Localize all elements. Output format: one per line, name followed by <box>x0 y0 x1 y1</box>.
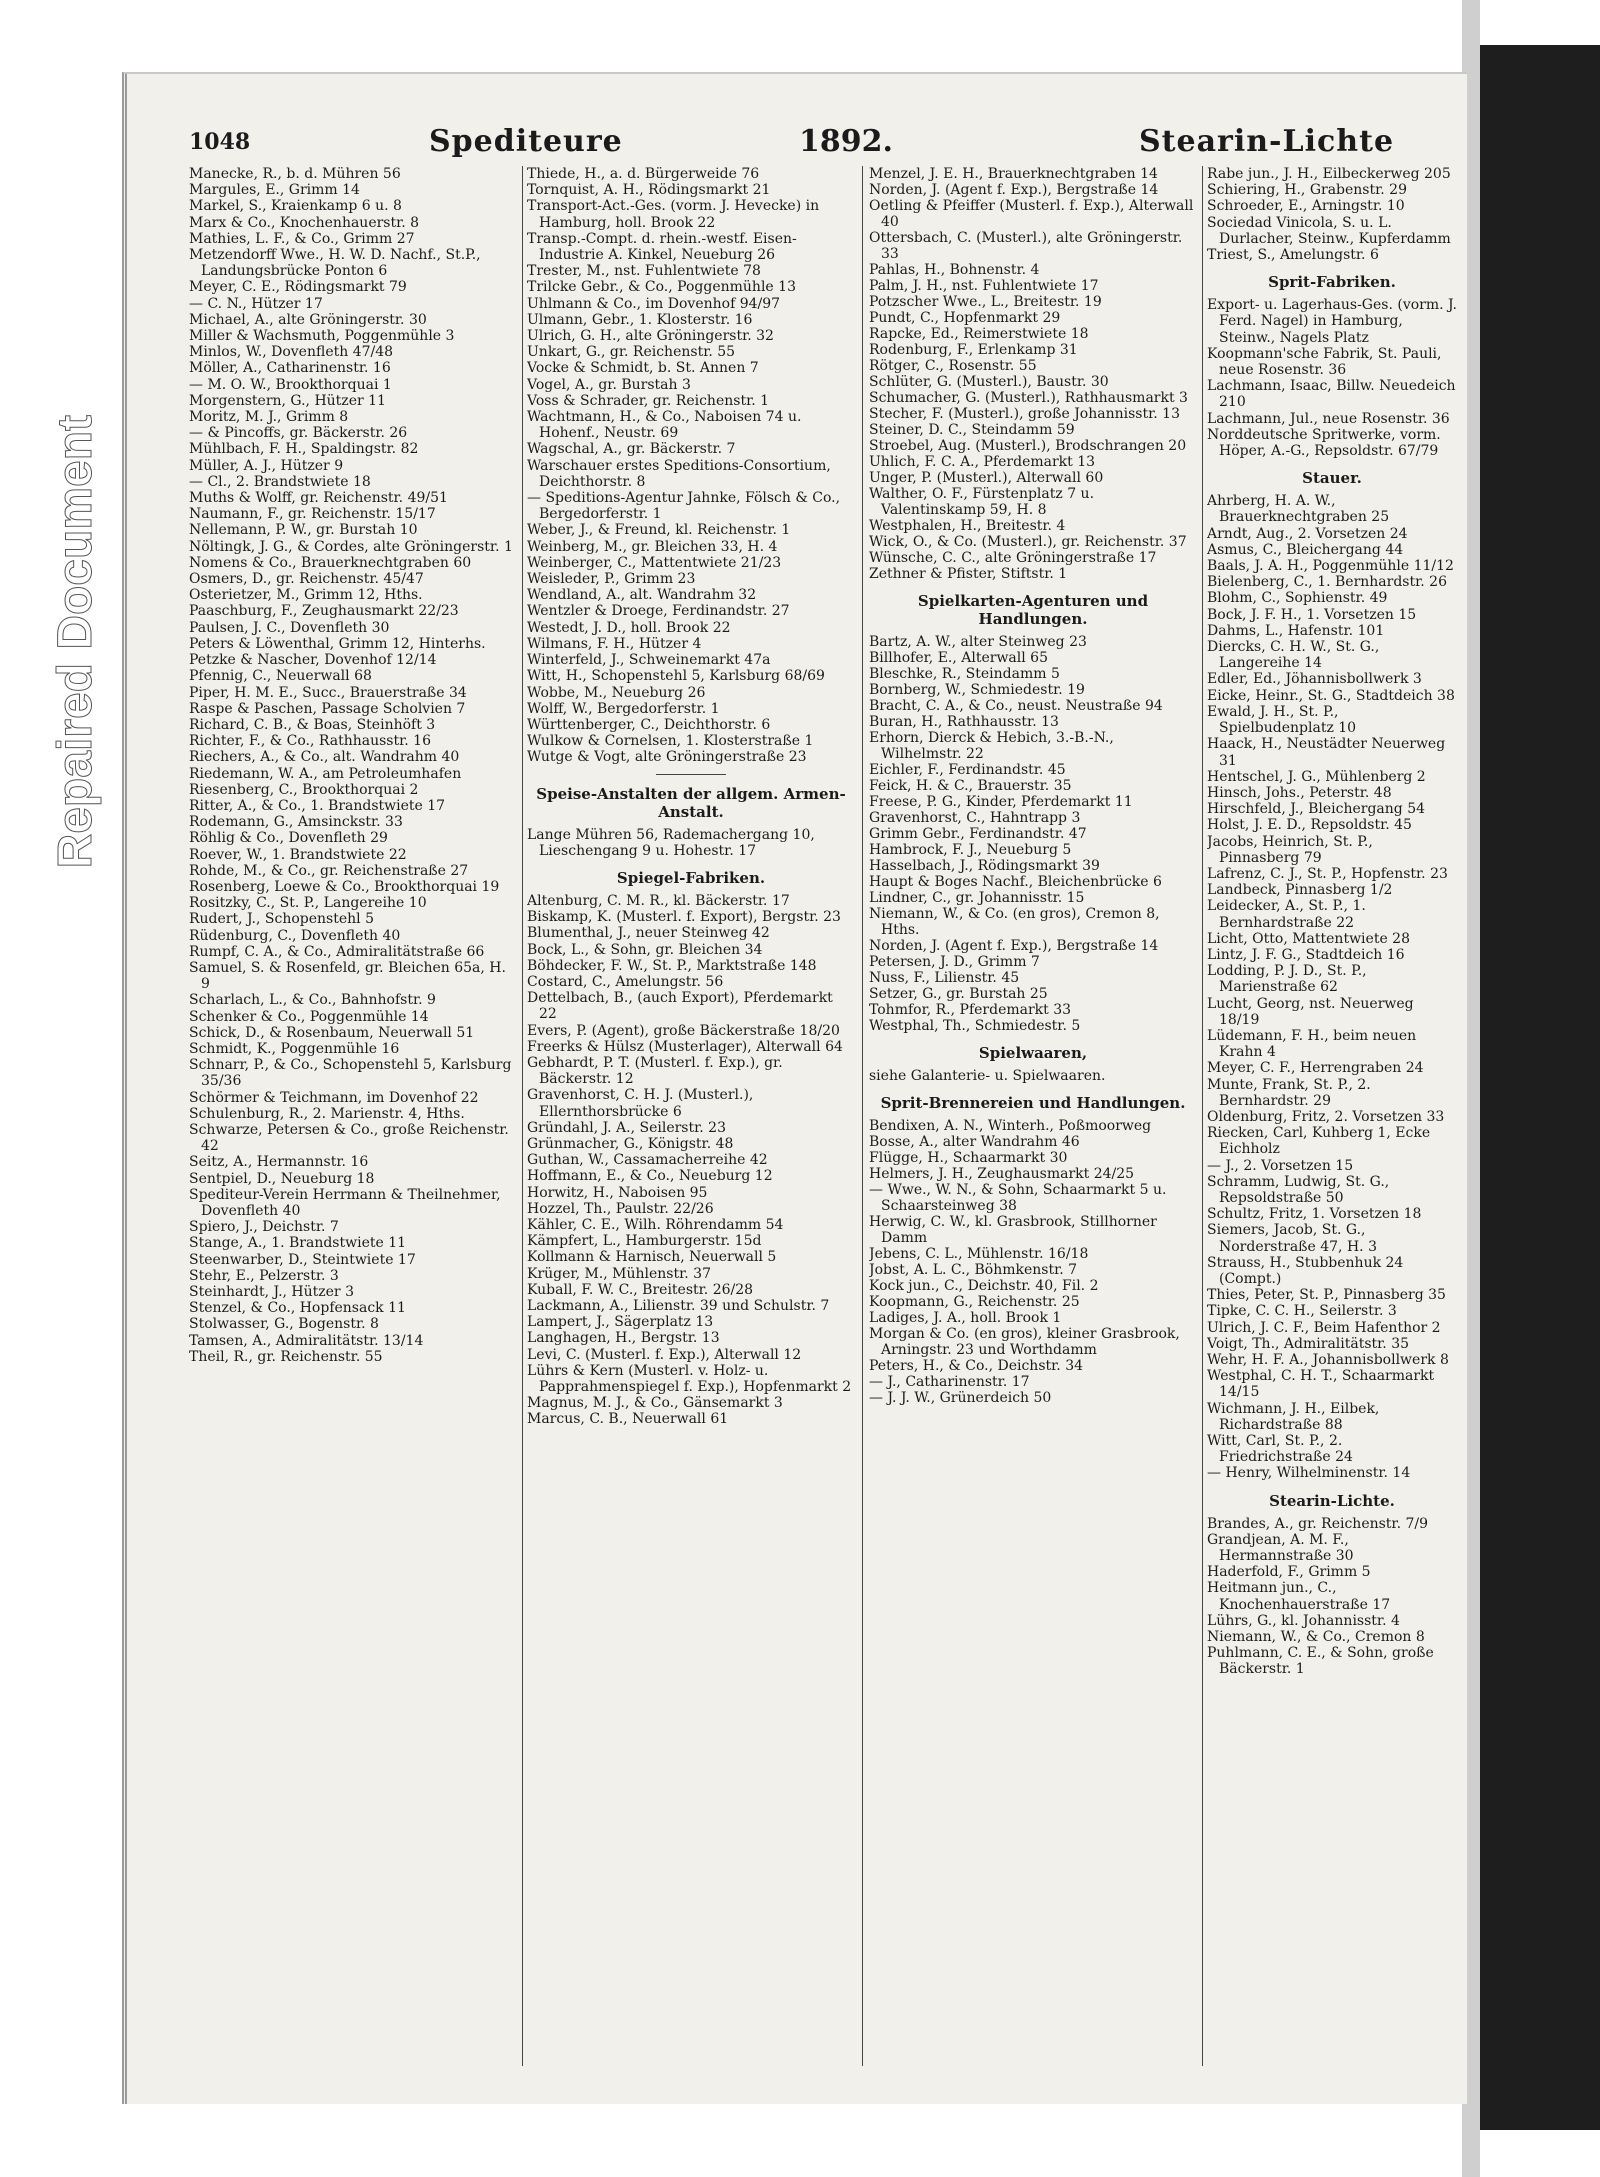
directory-entry: Herwig, C. W., kl. Grasbrook, Stillhorner Damm <box>869 1214 1157 1246</box>
directory-entry: Ewald, J. H., St. P., Spielbudenplatz 10 <box>1207 703 1357 737</box>
section-heading: Stearin-Lichte. <box>1269 1491 1395 1510</box>
directory-entry: Hambrock, F. J., Neueburg 5 <box>869 842 1072 858</box>
directory-entry: Holst, J. E. D., Repsoldstr. 45 <box>1207 817 1412 834</box>
directory-entry: Schenker & Co., Poggenmühle 14 <box>189 1008 429 1025</box>
directory-entry: Wutge & Vogt, alte Gröningerstraße 23 <box>527 749 807 766</box>
directory-entry: Strauss, H., Stubbenhuk 24 (Compt.) <box>1207 1254 1404 1287</box>
directory-entry: Manecke, R., b. d. Mühren 56 <box>189 166 401 182</box>
directory-entry: Bracht, C. A., & Co., neust. Neustraße 94 <box>869 698 1163 714</box>
directory-entry: Siemers, Jacob, St. G., Norderstraße 47, H. 3 <box>1207 1222 1377 1255</box>
directory-entry: Wulkow & Cornelsen, 1. Klosterstraße 1 <box>527 733 814 750</box>
directory-entry: Schörmer & Teichmann, im Dovenhof 22 <box>189 1089 479 1106</box>
directory-entry: Peters & Löwenthal, Grimm 12, Hinterhs. <box>189 635 486 652</box>
directory-entry: Muths & Wolff, gr. Reichenstr. 49/51 <box>189 490 448 507</box>
column-rule <box>862 166 863 2066</box>
column-rule <box>522 166 523 2066</box>
directory-entry: Menzel, J. E. H., Brauerknechtgraben 14 <box>869 166 1158 182</box>
directory-entry: Arndt, Aug., 2. Vorsetzen 24 <box>1207 525 1408 542</box>
directory-entry: Rodemann, G., Amsinckstr. 33 <box>189 814 403 831</box>
directory-entry: — C. N., Hützer 17 <box>189 295 323 312</box>
directory-entry: Lafrenz, C. J., St. P., Hopfenstr. 23 <box>1207 865 1448 882</box>
directory-entry: Flügge, H., Schaarmarkt 30 <box>869 1150 1068 1166</box>
directory-entry: Westphal, Th., Schmiedestr. 5 <box>869 1018 1081 1034</box>
directory-entry: Stehr, E., Pelzerstr. 3 <box>189 1267 339 1284</box>
directory-entry: Wünsche, C. C., alte Gröningerstraße 17 <box>869 550 1157 566</box>
directory-entry: Feick, H. & C., Brauerstr. 35 <box>869 778 1072 794</box>
directory-entry: Kämpfert, L., Hamburgerstr. 15d <box>527 1233 762 1250</box>
directory-entry: Mühlbach, F. H., Spaldingstr. 82 <box>189 441 419 458</box>
directory-entry: Ottersbach, C. (Musterl.), alte Gröningerstr. 33 <box>869 230 1183 262</box>
directory-entry: Metzendorff Wwe., H. W. D. Nachf., St.P., Landungsbrücke Ponton 6 <box>189 247 481 280</box>
directory-entry: Mathies, L. F., & Co., Grimm 27 <box>189 230 415 247</box>
directory-entry: Röhlig & Co., Dovenfleth 29 <box>189 830 388 847</box>
directory-entry: Sentpiel, D., Neueburg 18 <box>189 1170 375 1187</box>
directory-entry: Minlos, W., Dovenfleth 47/48 <box>189 344 394 361</box>
directory-entry: Württenberger, C., Deichthorstr. 6 <box>527 716 771 733</box>
directory-entry: Norden, J. (Agent f. Exp.), Bergstraße 14 <box>869 938 1159 954</box>
directory-entry: Samuel, S. & Rosenfeld, gr. Bleichen 65a, H. 9 <box>189 959 506 993</box>
directory-entry: Winterfeld, J., Schweinemarkt 47a <box>527 652 771 669</box>
directory-entry: Hozzel, Th., Paulstr. 22/26 <box>527 1200 714 1217</box>
section-rule <box>656 774 726 775</box>
directory-entry: Evers, P. (Agent), große Bäckerstraße 18/20 <box>527 1022 840 1039</box>
directory-entry: Schlüter, G. (Musterl.), Baustr. 30 <box>869 374 1109 390</box>
directory-entry: Piper, H. M. E., Succ., Brauerstraße 34 <box>189 684 467 701</box>
directory-entry: Uhlmann & Co., im Dovenhof 94/97 <box>527 295 781 312</box>
directory-entry: Pfennig, C., Neuerwall 68 <box>189 668 372 685</box>
directory-entry: Nuss, F., Lilienstr. 45 <box>869 970 1020 986</box>
directory-entry: Lintz, J. F. G., Stadtdeich 16 <box>1207 946 1405 963</box>
directory-entry: Ahrberg, H. A. W., Brauerknechtgraben 25 <box>1207 493 1390 526</box>
directory-entry: Voigt, Th., Admiralitätstr. 35 <box>1207 1335 1410 1352</box>
directory-entry: Richter, F., & Co., Rathhausstr. 16 <box>189 733 431 750</box>
directory-entry: siehe Galanterie- u. Spielwaaren. <box>869 1068 1106 1084</box>
directory-entry: Weisleder, P., Grimm 23 <box>527 571 696 588</box>
directory-entry: — J., Catharinenstr. 17 <box>869 1374 1030 1390</box>
directory-entry: Morgenstern, G., Hützer 11 <box>189 392 386 409</box>
directory-entry: Schick, D., & Rosenbaum, Neuerwall 51 <box>189 1024 475 1041</box>
directory-entry: Osterietzer, M., Grimm 12, Hths. <box>189 587 423 604</box>
directory-entry: Baals, J. A. H., Poggenmühle 11/12 <box>1207 558 1454 575</box>
directory-entry: Nomens & Co., Brauerknechtgraben 60 <box>189 554 472 571</box>
directory-entry: Hirschfeld, J., Bleichergang 54 <box>1207 801 1426 818</box>
directory-entry: Trester, M., nst. Fuhlentwiete 78 <box>527 263 761 280</box>
directory-entry: Wachtmann, H., & Co., Naboisen 74 u. Hohenf., Neustr. 69 <box>527 409 802 442</box>
directory-entry: Stenzel, & Co., Hopfensack 11 <box>189 1300 406 1317</box>
directory-entry: Schulenburg, R., 2. Marienstr. 4, Hths. <box>189 1105 465 1122</box>
directory-entry: Tipke, C. C. H., Seilerstr. 3 <box>1207 1303 1397 1320</box>
section-heading: Stauer. <box>1302 469 1362 488</box>
directory-entry: Meyer, C. F., Herrengraben 24 <box>1207 1060 1424 1077</box>
directory-entry: Lachmann, Isaac, Billw. Neuedeich 210 <box>1207 378 1456 411</box>
directory-entry: Niemann, W., & Co. (en gros), Cremon 8, Hths. <box>869 906 1160 938</box>
directory-entry: Hasselbach, J., Rödingsmarkt 39 <box>869 858 1100 874</box>
directory-entry: Warschauer erstes Speditions-Consortium, Deichthorstr. 8 <box>527 457 831 490</box>
directory-entry: Seitz, A., Hermannstr. 16 <box>189 1154 369 1171</box>
directory-entry: Triest, S., Amelungstr. 6 <box>1207 247 1379 264</box>
directory-entry: Blumenthal, J., neuer Steinweg 42 <box>527 925 770 942</box>
directory-entry: Wolff, W., Bergedorferstr. 1 <box>527 700 720 717</box>
right-running-title: Stearin-Lichte <box>1139 124 1395 159</box>
directory-entry: Oetling & Pfeiffer (Musterl. f. Exp.), Alterwall 40 <box>869 198 1194 230</box>
directory-entry: Westphalen, H., Breitestr. 4 <box>869 518 1066 534</box>
directory-entry: Wehr, H. F. A., Johannisbollwerk 8 <box>1207 1352 1449 1369</box>
directory-entry: Ulrich, G. H., alte Gröningerstr. 32 <box>527 328 774 345</box>
directory-entry: Horwitz, H., Naboisen 95 <box>527 1184 708 1201</box>
directory-entry: Unkart, G., gr. Reichenstr. 55 <box>527 344 736 361</box>
directory-entry: Wobbe, M., Neueburg 26 <box>527 684 706 701</box>
directory-entry: Niemann, W., & Co., Cremon 8 <box>1207 1629 1425 1646</box>
directory-entry: Transp.-Compt. d. rhein.-westf. Eisen-Industrie A. Kinkel, Neueburg 26 <box>527 230 797 264</box>
directory-entry: Thies, Peter, St. P., Pinnasberg 35 <box>1207 1287 1446 1304</box>
year-title: 1892. <box>799 124 893 159</box>
directory-entry: Lange Mühren 56, Rademachergang 10, Lieschengang 9 u. Hohestr. 17 <box>527 826 815 859</box>
directory-entry: Schultz, Fritz, 1. Vorsetzen 18 <box>1207 1206 1422 1223</box>
directory-entry: Nellemann, P. W., gr. Burstah 10 <box>189 522 418 539</box>
scanner-background <box>1480 45 1600 2130</box>
directory-column-1 <box>189 166 517 2066</box>
directory-entry: Hoffmann, E., & Co., Neueburg 12 <box>527 1168 773 1185</box>
directory-entry: Steinhardt, J., Hützer 3 <box>189 1284 354 1301</box>
directory-entry: Heitmann jun., C., Knochenhauerstraße 17 <box>1207 1580 1391 1613</box>
directory-entry: Tornquist, A. H., Rödingsmarkt 21 <box>527 182 771 199</box>
section-heading: Speise-Anstalten der allgem. Armen-Anstalt. <box>536 784 846 821</box>
directory-entry: Peters, H., & Co., Deichstr. 34 <box>869 1358 1084 1374</box>
directory-entry: Thiede, H., a. d. Bürgerweide 76 <box>527 166 760 182</box>
left-running-title: Spediteure <box>429 124 623 159</box>
page-number: 1048 <box>189 129 251 155</box>
directory-entry: Rudert, J., Schopenstehl 5 <box>189 911 374 928</box>
directory-entry: Erhorn, Dierck & Hebich, 3.-B.-N., Wilhelmstr. 22 <box>869 730 1114 762</box>
directory-entry: Rapcke, Ed., Reimerstwiete 18 <box>869 326 1089 342</box>
section-heading: Spielkarten-Agenturen und Handlungen. <box>917 592 1149 628</box>
directory-entry: Roever, W., 1. Brandstwiete 22 <box>189 846 407 863</box>
directory-entry: Guthan, W., Cassamacherreihe 42 <box>527 1152 768 1169</box>
directory-entry: Vocke & Schmidt, b. St. Annen 7 <box>527 360 759 377</box>
directory-entry: Schramm, Ludwig, St. G., Repsoldstraße 50 <box>1207 1173 1390 1206</box>
directory-entry: Naumann, F., gr. Reichenstr. 15/17 <box>189 506 436 523</box>
directory-entry: Jebens, C. L., Mühlenstr. 16/18 <box>869 1246 1089 1262</box>
directory-entry: Pahlas, H., Bohnenstr. 4 <box>869 262 1040 278</box>
directory-entry: Margules, E., Grimm 14 <box>189 182 360 199</box>
directory-entry: Brandes, A., gr. Reichenstr. 7/9 <box>1207 1515 1429 1532</box>
directory-entry: Vogel, A., gr. Burstah 3 <box>527 376 691 393</box>
directory-entry: Marx & Co., Knochenhauerstr. 8 <box>189 214 420 231</box>
directory-entry: Eichler, F., Ferdinandstr. 45 <box>869 762 1066 778</box>
directory-entry: — Cl., 2. Brandstwiete 18 <box>189 473 371 490</box>
directory-entry: Riesenberg, C., Brookthorquai 2 <box>189 781 419 798</box>
directory-entry: Lührs & Kern (Musterl. v. Holz- u. Papprahmenspiegel f. Exp.), Hopfenmarkt 2 <box>527 1362 852 1396</box>
directory-entry: Licht, Otto, Mattentwiete 28 <box>1207 930 1410 947</box>
directory-entry: Jacobs, Heinrich, St. P., Pinnasberg 79 <box>1207 833 1373 866</box>
directory-entry: Westedt, J. D., holl. Brook 22 <box>527 619 731 636</box>
directory-entry: Wilmans, F. H., Hützer 4 <box>527 635 702 652</box>
directory-entry: Unger, P. (Musterl.), Alterwall 60 <box>869 470 1104 486</box>
directory-entry: Markel, S., Kraienkamp 6 u. 8 <box>189 198 402 215</box>
directory-entry: Bendixen, A. N., Winterh., Poßmoorweg <box>869 1118 1152 1134</box>
directory-entry: Eicke, Heinr., St. G., Stadtdeich 38 <box>1207 687 1455 704</box>
directory-entry: Kollmann & Harnisch, Neuerwall 5 <box>527 1249 777 1266</box>
directory-entry: Rüdenburg, C., Dovenfleth 40 <box>189 927 401 944</box>
directory-entry: Stange, A., 1. Brandstwiete 11 <box>189 1235 407 1252</box>
section-heading: Spielwaaren, <box>978 1044 1088 1062</box>
directory-entry: Asmus, C., Bleichergang 44 <box>1207 541 1404 558</box>
directory-entry: — Speditions-Agentur Jahnke, Fölsch & Co., Bergedorferstr. 1 <box>527 490 841 523</box>
directory-entry: Richard, C. B., & Boas, Steinhöft 3 <box>189 716 436 733</box>
directory-entry: Costard, C., Amelungstr. 56 <box>527 973 724 990</box>
directory-entry: Rohde, M., & Co., gr. Reichenstraße 27 <box>189 862 469 879</box>
directory-column-2 <box>527 166 855 2066</box>
directory-entry: Bornberg, W., Schmiedestr. 19 <box>869 682 1085 698</box>
directory-entry: Koopmann'sche Fabrik, St. Pauli, neue Rosenstr. 36 <box>1207 345 1442 379</box>
directory-entry: Schnarr, P., & Co., Schopenstehl 5, Karlsburg 35/36 <box>189 1057 512 1090</box>
directory-entry: Schwarze, Petersen & Co., große Reichenstr. 42 <box>189 1121 509 1155</box>
directory-entry: Miller & Wachsmuth, Poggenmühle 3 <box>189 328 455 345</box>
directory-entry: Stolwasser, G., Bogenstr. 8 <box>189 1316 379 1333</box>
section-heading: Spiegel-Fabriken. <box>616 868 766 887</box>
directory-page <box>122 72 1467 2104</box>
directory-entry: Voss & Schrader, gr. Reichenstr. 1 <box>527 392 770 409</box>
directory-entry: Gravenhorst, C. H. J. (Musterl.), Ellernthorsbrücke 6 <box>527 1087 754 1120</box>
directory-entry: Riedemann, W. A., am Petroleumhafen <box>189 765 462 782</box>
page-header <box>189 122 1395 172</box>
directory-entry: Stroebel, Aug. (Musterl.), Brodschrangen 20 <box>869 438 1187 454</box>
directory-entry: Lachmann, Jul., neue Rosenstr. 36 <box>1207 410 1450 427</box>
directory-entry: Marcus, C. B., Neuerwall 61 <box>527 1411 729 1428</box>
directory-entry: — & Pincoffs, gr. Bäckerstr. 26 <box>189 425 408 442</box>
section-heading: Sprit-Fabriken. <box>1268 273 1396 292</box>
directory-entry: Tohmfor, R., Pferdemarkt 33 <box>869 1002 1072 1018</box>
directory-entry: — Wwe., W. N., & Sohn, Schaarmarkt 5 u. Schaarsteinweg 38 <box>869 1182 1167 1214</box>
directory-entry: Krüger, M., Mühlenstr. 37 <box>527 1265 711 1282</box>
directory-entry: Wendland, A., alt. Wandrahm 32 <box>527 587 757 604</box>
directory-entry: Haupt & Boges Nachf., Bleichenbrücke 6 <box>869 874 1162 890</box>
directory-entry: Haack, H., Neustädter Neuerweg 31 <box>1207 736 1446 769</box>
directory-entry: Norddeutsche Spritwerke, vorm. Höper, A.-G., Repsoldstr. 67/79 <box>1207 426 1441 460</box>
directory-entry: Ulmann, Gebr., 1. Klosterstr. 16 <box>527 311 753 328</box>
directory-entry: — J. J. W., Grünerdeich 50 <box>869 1390 1052 1406</box>
directory-entry: Dettelbach, B., (auch Export), Pferdemarkt 22 <box>527 990 833 1023</box>
directory-entry: Grimm Gebr., Ferdinandstr. 47 <box>869 826 1087 842</box>
directory-entry: Gravenhorst, C., Hahntrapp 3 <box>869 810 1081 826</box>
directory-entry: Kuball, F. W. C., Breitestr. 26/28 <box>527 1281 754 1298</box>
directory-entry: Petzke & Nascher, Dovenhof 12/14 <box>189 652 437 669</box>
directory-entry: Leidecker, A., St. P., 1. Bernhardstraße 22 <box>1207 898 1366 931</box>
section-heading: Sprit-Brennereien und Handlungen. <box>880 1094 1186 1112</box>
directory-entry: Biskamp, K. (Musterl. f. Export), Bergstr. 23 <box>527 909 841 926</box>
directory-entry: Wentzler & Droege, Ferdinandstr. 27 <box>527 603 790 620</box>
directory-entry: Ladiges, J. A., holl. Brook 1 <box>869 1310 1062 1326</box>
directory-entry: Zethner & Pfister, Stiftstr. 1 <box>869 566 1068 582</box>
directory-entry: Steiner, D. C., Steindamm 59 <box>869 422 1075 438</box>
directory-entry: Paaschburg, F., Zeughausmarkt 22/23 <box>189 603 459 620</box>
directory-entry: Magnus, M. J., & Co., Gänsemarkt 3 <box>527 1395 783 1412</box>
directory-entry: Ritter, A., & Co., 1. Brandstwiete 17 <box>189 797 446 814</box>
directory-entry: Schmidt, K., Poggenmühle 16 <box>189 1040 400 1057</box>
directory-entry: Trilcke Gebr., & Co., Poggenmühle 13 <box>527 279 796 296</box>
directory-entry: Grünmacher, G., Königstr. 48 <box>527 1135 734 1152</box>
directory-entry: Osmers, D., gr. Reichenstr. 45/47 <box>189 571 424 588</box>
directory-entry: Haderfold, F., Grimm 5 <box>1207 1564 1371 1581</box>
directory-entry: Tamsen, A., Admiralitätstr. 13/14 <box>189 1332 424 1349</box>
directory-entry: Bleschke, R., Steindamm 5 <box>869 666 1060 682</box>
directory-entry: Spiero, J., Deichstr. 7 <box>189 1219 339 1236</box>
directory-entry: Ulrich, J. C. F., Beim Hafenthor 2 <box>1207 1319 1441 1336</box>
directory-entry: Setzer, G., gr. Burstah 25 <box>869 986 1048 1002</box>
directory-entry: Morgan & Co. (en gros), kleiner Grasbrook, Arningstr. 23 und Worthdamm <box>869 1326 1180 1358</box>
directory-entry: Wick, O., & Co. (Musterl.), gr. Reichenstr. 37 <box>869 534 1187 550</box>
directory-entry: Oldenburg, Fritz, 2. Vorsetzen 33 <box>1207 1108 1445 1125</box>
directory-entry: Witt, Carl, St. P., 2. Friedrichstraße 24 <box>1207 1433 1353 1466</box>
directory-entry: Koopmann, G., Reichenstr. 25 <box>869 1294 1080 1310</box>
directory-entry: Lindner, C., gr. Johannisstr. 15 <box>869 890 1085 906</box>
directory-entry: Raspe & Paschen, Passage Scholvien 7 <box>189 700 466 717</box>
directory-entry: Riecken, Carl, Kuhberg 1, Ecke Eichholz <box>1207 1125 1431 1158</box>
directory-entry: Bielenberg, C., 1. Bernhardstr. 26 <box>1207 574 1447 591</box>
directory-entry: Potzscher Wwe., L., Breitestr. 19 <box>869 294 1102 310</box>
directory-entry: Buran, H., Rathhausstr. 13 <box>869 714 1059 730</box>
directory-entry: Rabe jun., J. H., Eilbeckerweg 205 <box>1207 166 1451 182</box>
directory-entry: Petersen, J. D., Grimm 7 <box>869 954 1040 970</box>
directory-entry: Bock, L., & Sohn, gr. Bleichen 34 <box>527 941 763 958</box>
directory-entry: Billhofer, E., Alterwall 65 <box>869 650 1048 666</box>
directory-entry: Lampert, J., Sägerplatz 13 <box>527 1314 714 1331</box>
directory-entry: Helmers, J. H., Zeughausmarkt 24/25 <box>869 1166 1135 1182</box>
directory-entry: Diercks, C. H. W., St. G., Langereihe 14 <box>1207 639 1380 672</box>
repaired-document-label: Repaired Document <box>49 415 102 869</box>
directory-entry: Export- u. Lagerhaus-Ges. (vorm. J. Ferd. Nagel) in Hamburg, Steinw., Nagels Platz <box>1207 297 1457 346</box>
column-rule <box>1202 166 1203 2066</box>
directory-entry: Pundt, C., Hopfenmarkt 29 <box>869 310 1061 326</box>
directory-entry: Gebhardt, P. T. (Musterl. f. Exp.), gr. Bäckerstr. 12 <box>527 1054 783 1088</box>
directory-entry: Lodding, P. J. D., St. P., Marienstraße 62 <box>1207 963 1367 996</box>
directory-entry: Rosenberg, Loewe & Co., Brookthorquai 19 <box>189 878 500 895</box>
directory-entry: Scharlach, L., & Co., Bahnhofstr. 9 <box>189 992 436 1009</box>
directory-entry: Norden, J. (Agent f. Exp.), Bergstraße 14 <box>869 182 1159 198</box>
directory-entry: Böhdecker, F. W., St. P., Marktstraße 148 <box>527 957 817 974</box>
directory-entry: Steenwarber, D., Steintwiete 17 <box>189 1251 416 1268</box>
directory-entry: Levi, C. (Musterl. f. Exp.), Alterwall 12 <box>527 1346 802 1363</box>
directory-entry: Moritz, M. J., Grimm 8 <box>189 409 349 426</box>
directory-entry: Sociedad Vinicola, S. u. L. Durlacher, Steinw., Kupferdamm <box>1207 214 1451 247</box>
directory-entry: Hinsch, Johs., Peterstr. 48 <box>1207 784 1392 801</box>
directory-entry: Bock, J. F. H., 1. Vorsetzen 15 <box>1207 606 1417 623</box>
directory-entry: Grandjean, A. M. F., Hermannstraße 30 <box>1207 1531 1354 1565</box>
directory-entry: Hentschel, J. G., Mühlenberg 2 <box>1207 768 1426 785</box>
directory-entry: Edler, Ed., Jöhannisbollwerk 3 <box>1207 671 1422 688</box>
directory-entry: Dahms, L., Hafenstr. 101 <box>1207 622 1385 639</box>
directory-entry: — Henry, Wilhelminenstr. 14 <box>1207 1465 1411 1482</box>
directory-entry: Nöltingk, J. G., & Cordes, alte Gröningerstr. 1 <box>189 538 513 555</box>
directory-entry: Blohm, C., Sophienstr. 49 <box>1207 590 1388 607</box>
directory-column-3 <box>869 166 1197 2066</box>
directory-entry: Puhlmann, C. E., & Sohn, große Bäckerstr. 1 <box>1207 1645 1434 1678</box>
directory-entry: Freerks & Hülsz (Musterlager), Alterwall 64 <box>527 1038 843 1055</box>
directory-column-4 <box>1207 166 1457 2066</box>
directory-entry: Uhlich, F. C. A., Pferdemarkt 13 <box>869 454 1096 470</box>
directory-entry: Lackmann, A., Lilienstr. 39 und Schulstr. 7 <box>527 1298 830 1314</box>
directory-entry: Munte, Frank, St. P., 2. Bernhardstr. 29 <box>1207 1076 1371 1109</box>
directory-entry: Rötger, C., Rosenstr. 55 <box>869 358 1037 374</box>
directory-entry: Stecher, F. (Musterl.), große Johannisstr. 13 <box>869 406 1180 422</box>
directory-entry: Paulsen, J. C., Dovenfleth 30 <box>189 619 390 636</box>
directory-entry: Gründahl, J. A., Seilerstr. 23 <box>527 1119 726 1136</box>
directory-entry: Walther, O. F., Fürstenplatz 7 u. Valentinskamp 59, H. 8 <box>869 486 1095 518</box>
directory-entry: Langhagen, H., Bergstr. 13 <box>527 1330 720 1347</box>
directory-entry: Möller, A., Catharinenstr. 16 <box>189 360 391 377</box>
directory-entry: Michael, A., alte Gröningerstr. 30 <box>189 311 427 328</box>
directory-entry: Theil, R., gr. Reichenstr. 55 <box>189 1348 383 1365</box>
directory-entry: Palm, J. H., nst. Fuhlentwiete 17 <box>869 278 1099 294</box>
directory-entry: Lucht, Georg, nst. Neuerweg 18/19 <box>1207 995 1414 1028</box>
directory-entry: — M. O. W., Brookthorquai 1 <box>189 376 392 393</box>
directory-entry: Rodenburg, F., Erlenkamp 31 <box>869 342 1078 358</box>
directory-entry: Schiering, H., Grabenstr. 29 <box>1207 182 1407 199</box>
directory-entry: Kähler, C. E., Wilh. Röhrendamm 54 <box>527 1216 784 1233</box>
directory-entry: Rositzky, C., St. P., Langereihe 10 <box>189 895 427 912</box>
directory-entry: Landbeck, Pinnasberg 1/2 <box>1207 882 1393 899</box>
directory-entry: Lüdemann, F. H., beim neuen Krahn 4 <box>1207 1027 1417 1061</box>
directory-entry: Müller, A. J., Hützer 9 <box>189 457 344 474</box>
directory-entry: Jobst, A. L. C., Böhmkenstr. 7 <box>869 1262 1078 1278</box>
directory-entry: Meyer, C. E., Rödingsmarkt 79 <box>189 279 407 296</box>
directory-entry: Schroeder, E., Arningstr. 10 <box>1207 198 1405 215</box>
directory-entry: Bartz, A. W., alter Steinweg 23 <box>869 634 1087 650</box>
directory-entry: Bosse, A., alter Wandrahm 46 <box>869 1134 1080 1150</box>
directory-entry: Transport-Act.-Ges. (vorm. J. Hevecke) in Hamburg, holl. Brook 22 <box>527 198 820 231</box>
directory-entry: Schumacher, G. (Musterl.), Rathhausmarkt 3 <box>869 390 1188 406</box>
directory-entry: Witt, H., Schopenstehl 5, Karlsburg 68/69 <box>527 668 825 685</box>
directory-entry: Wagschal, A., gr. Bäckerstr. 7 <box>527 441 736 458</box>
directory-entry: Kock jun., C., Deichstr. 40, Fil. 2 <box>869 1278 1099 1294</box>
directory-entry: Rumpf, C. A., & Co., Admiralitätstraße 66 <box>189 943 485 960</box>
directory-entry: Westphal, C. H. T., Schaarmarkt 14/15 <box>1207 1368 1435 1401</box>
directory-entry: — J., 2. Vorsetzen 15 <box>1207 1157 1354 1174</box>
directory-entry: Weinberg, M., gr. Bleichen 33, H. 4 <box>527 538 778 555</box>
directory-entry: Lührs, G., kl. Johannisstr. 4 <box>1207 1612 1400 1629</box>
directory-entry: Freese, P. G., Kinder, Pferdemarkt 11 <box>869 794 1133 810</box>
directory-entry: Riechers, A., & Co., alt. Wandrahm 40 <box>189 749 460 766</box>
directory-entry: Spediteur-Verein Herrmann & Theilnehmer, Dovenfleth 40 <box>189 1186 501 1219</box>
directory-entry: Wichmann, J. H., Eilbek, Richardstraße 88 <box>1207 1400 1380 1433</box>
directory-entry: Weinberger, C., Mattentwiete 21/23 <box>527 554 782 571</box>
directory-entry: Altenburg, C. M. R., kl. Bäckerstr. 17 <box>527 892 790 909</box>
directory-entry: Weber, J., & Freund, kl. Reichenstr. 1 <box>527 522 791 539</box>
